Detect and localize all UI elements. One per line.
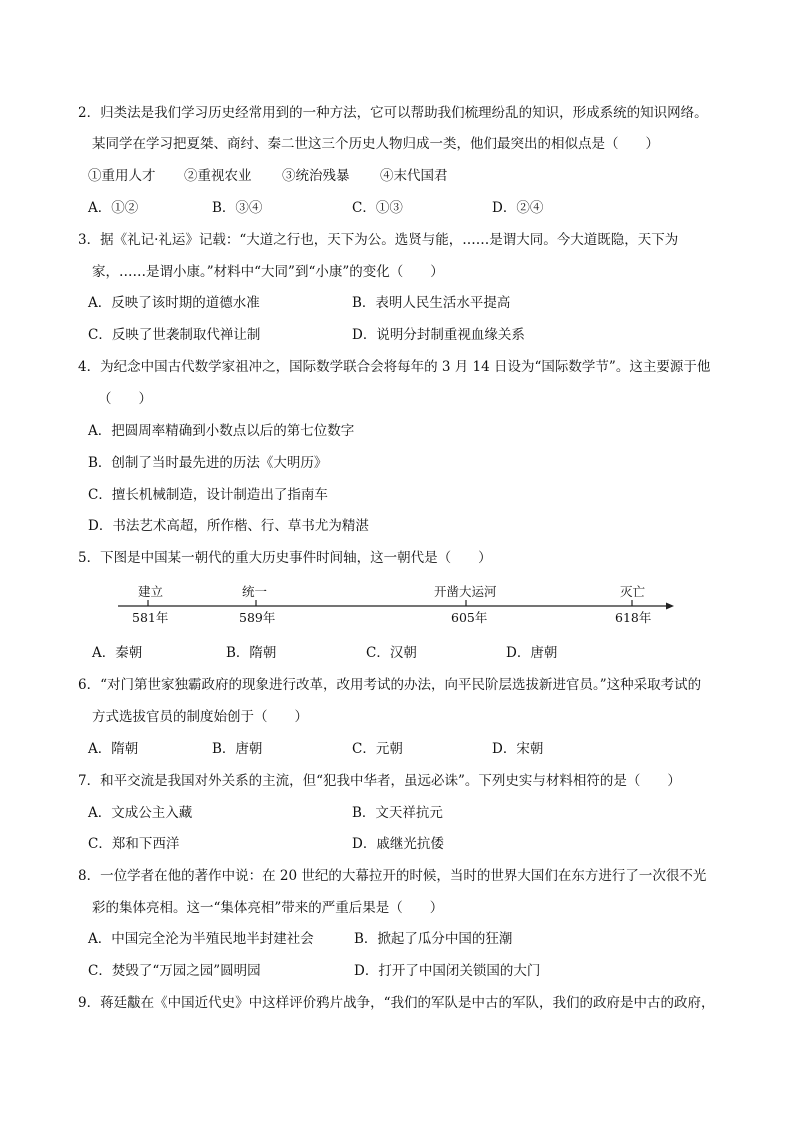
question-2-option-d: D．②④ <box>492 200 544 216</box>
question-2-item-1: ①重用人才 <box>88 168 156 184</box>
timeline-figure <box>118 584 678 632</box>
timeline-event-1-label: 建立 <box>138 584 164 599</box>
question-5-option-c: C．汉朝 <box>366 645 417 661</box>
question-8-stem: 8．一位学者在他的著作中说：在 20 世纪的大幕拉开的时候，当时的世界大国们在东方进行了一次很不光 <box>78 868 707 884</box>
question-6-option-b: B．唐朝 <box>212 741 263 757</box>
question-6-option-a: A．隋朝 <box>88 741 139 757</box>
question-2-item-2: ②重视农业 <box>184 168 252 184</box>
question-2-option-b: B．③④ <box>212 200 263 216</box>
question-6-stem-cont: 方式选拔官员的制度始创于（ ） <box>92 709 308 725</box>
timeline-arrow-icon <box>666 603 674 610</box>
question-2-stem: 2．归类法是我们学习历史经常用到的一种方法，它可以帮助我们梳理纷乱的知识，形成系统的知识网络。 <box>78 105 708 121</box>
question-7-stem: 7．和平交流是我国对外关系的主流，但“犯我中华者，虽远必诛”。下列史实与材料相符的是（ ） <box>78 773 681 789</box>
question-5-stem: 5．下图是中国某一朝代的重大历史事件时间轴，这一朝代是（ ） <box>78 550 492 566</box>
question-3-option-c: C．反映了世袭制取代禅让制 <box>88 327 261 343</box>
question-6-stem: 6．“对门第世家独霸政府的现象进行改革，改用考试的办法，向平民阶层选拔新进官员。”这种采取考试的 <box>78 677 702 693</box>
question-4-option-b: B．创制了当时最先进的历法《大明历》 <box>88 455 328 471</box>
timeline-event-2-label: 统一 <box>242 584 268 599</box>
question-7-option-c: C．郑和下西洋 <box>88 836 180 852</box>
question-3-option-d: D．说明分封制重视血缘关系 <box>352 327 525 343</box>
timeline-event-4-label: 灭亡 <box>620 584 646 599</box>
question-9-stem: 9．蒋廷黻在《中国近代史》中这样评价鸦片战争，“我们的军队是中古的军队，我们的政府是中古的政府， <box>78 995 715 1011</box>
question-8-option-c: C．焚毁了“万园之园”圆明园 <box>88 963 261 979</box>
question-8-option-a: A．中国完全沦为半殖民地半封建社会 <box>88 931 314 947</box>
timeline-event-3-year: 605年 <box>451 610 488 625</box>
question-2-item-3: ③统治残暴 <box>282 168 350 184</box>
question-2-stem-cont: 某同学在学习把夏桀、商纣、秦二世这三个历史人物归成一类，他们最突出的相似点是（ ） <box>92 136 659 152</box>
question-3-stem-cont: 家，……是谓小康。”材料中“大同”到“小康”的变化（ ） <box>92 264 444 280</box>
question-2-option-a: A．①② <box>88 200 139 216</box>
question-3-option-a: A．反映了该时期的道德水准 <box>88 295 260 311</box>
timeline-axis <box>118 588 678 632</box>
question-7-option-a: A．文成公主入藏 <box>88 805 193 821</box>
question-7-option-b: B．文天祥抗元 <box>352 805 443 821</box>
question-4-option-d: D．书法艺术高超，所作楷、行、草书尤为精湛 <box>88 518 369 534</box>
question-5-option-d: D．唐朝 <box>506 645 558 661</box>
question-6-option-c: C．元朝 <box>352 741 403 757</box>
question-7-option-d: D．戚继光抗倭 <box>352 836 444 852</box>
question-4-option-c: C．擅长机械制造，设计制造出了指南车 <box>88 487 328 503</box>
question-4-stem-cont: （ ） <box>98 391 152 407</box>
question-4-option-a: A．把圆周率精确到小数点以后的第七位数字 <box>88 423 355 439</box>
question-8-option-b: B．掀起了瓜分中国的狂潮 <box>354 931 513 947</box>
question-4-stem: 4．为纪念中国古代数学家祖冲之，国际数学联合会将每年的 3 月 14 日设为“国际数学节”。这主要源于他 <box>78 359 711 375</box>
question-3-option-b: B．表明人民生活水平提高 <box>352 295 511 311</box>
timeline-event-4-year: 618年 <box>615 610 652 625</box>
timeline-event-3-label: 开凿大运河 <box>434 584 497 599</box>
question-6-option-d: D．宋朝 <box>492 741 544 757</box>
question-3-stem: 3．据《礼记·礼运》记载：“大道之行也，天下为公。选贤与能，……是谓大同。今大道既隐，天下为 <box>78 232 679 248</box>
timeline-event-1-year: 581年 <box>132 610 169 625</box>
question-2-item-4: ④末代国君 <box>380 168 448 184</box>
question-8-option-d: D．打开了中国闭关锁国的大门 <box>354 963 541 979</box>
question-5-option-b: B．隋朝 <box>226 645 277 661</box>
timeline-event-2-year: 589年 <box>239 610 276 625</box>
question-8-stem-cont: 彩的集体亮相。这一“集体亮相”带来的严重后果是（ ） <box>92 900 444 916</box>
question-2-option-c: C．①③ <box>352 200 403 216</box>
question-5-option-a: A．秦朝 <box>92 645 143 661</box>
